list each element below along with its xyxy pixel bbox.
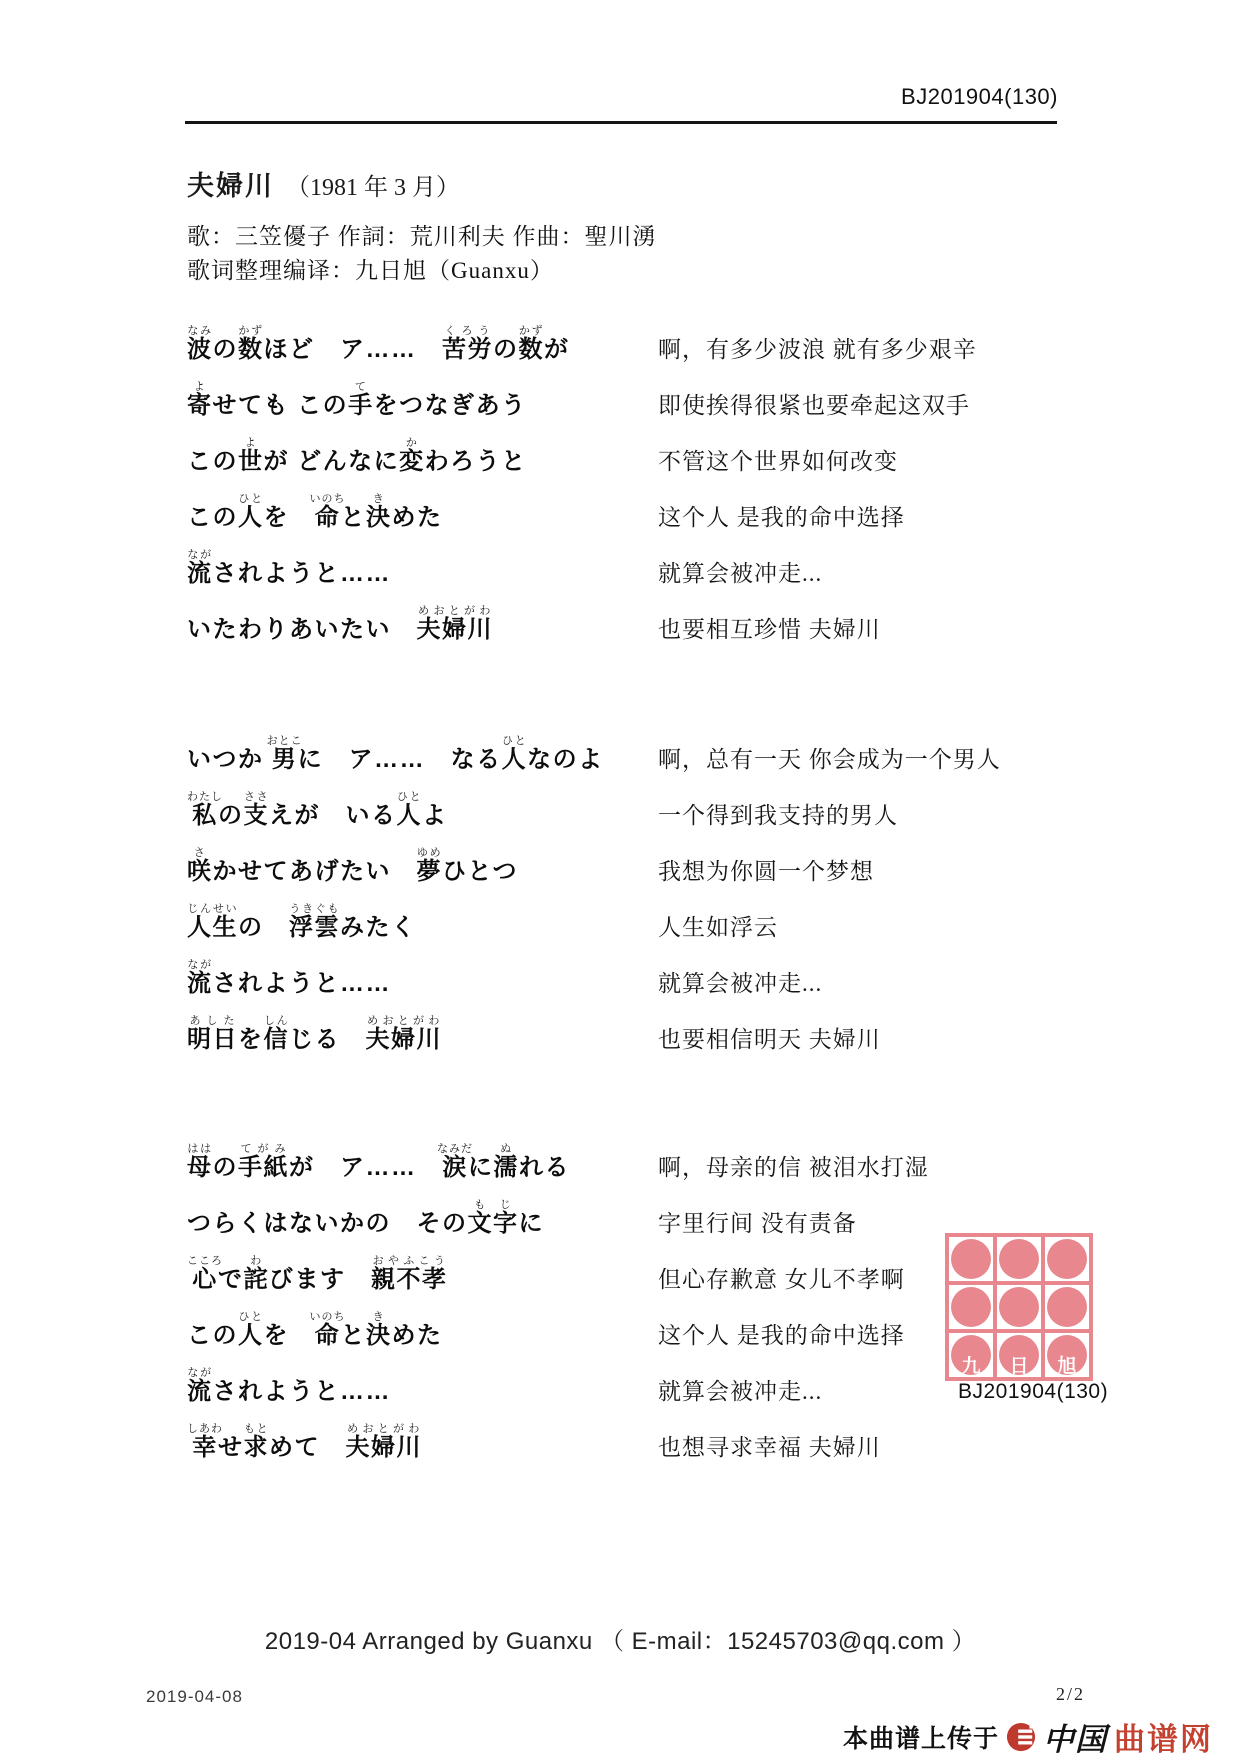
lyric-japanese — [187, 325, 658, 364]
furigana-ruby: 数かず — [518, 325, 544, 363]
lyric-line — [187, 420, 1197, 476]
lyric-line — [187, 532, 1197, 588]
furigana-ruby: 詫わ — [243, 1255, 269, 1293]
furigana-ruby: 流なが — [187, 959, 213, 997]
credits-performers: 歌：三笠優子 作詞：荒川利夫 作曲：聖川湧 — [187, 224, 657, 249]
lyric-text-segment: の — [212, 1154, 238, 1181]
lyric-chinese-translation: 啊，母亲的信 被泪水打湿 — [658, 1155, 929, 1180]
seal-cell — [997, 1237, 1041, 1281]
furigana-ruby: 母はは — [187, 1143, 213, 1181]
lyric-text-segment: れる — [519, 1154, 570, 1181]
lyric-text-segment: びます — [269, 1266, 371, 1293]
furigana-ruby: 波なみ — [187, 325, 213, 363]
lyric-text-segment: に ア…… — [297, 746, 451, 773]
furigana-ruby: 支ささ — [243, 791, 269, 829]
lyric-text-segment: の — [493, 336, 519, 363]
furigana-ruby: 人ひと — [238, 1311, 264, 1349]
furigana-ruby: 夫婦川めおとがわ — [365, 1015, 442, 1053]
furigana-ruby: 夫婦川めおとがわ — [416, 605, 493, 643]
stanza-1 — [187, 308, 1197, 644]
lyric-chinese-translation: 字里行间 没有责备 — [658, 1211, 857, 1236]
lyric-japanese — [187, 847, 658, 886]
lyric-text-segment: いたわりあいたい — [187, 616, 417, 643]
lyric-chinese-translation: 啊，总有一天 你会成为一个男人 — [658, 747, 1001, 772]
furigana-ruby: 数かず — [238, 325, 264, 363]
lyric-text-segment: の — [212, 336, 238, 363]
furigana-ruby: 人生じんせい — [187, 903, 238, 941]
lyric-chinese-translation: 就算会被冲走... — [658, 561, 823, 586]
lyric-japanese — [187, 493, 658, 532]
lyric-line — [187, 942, 1197, 998]
lyric-line — [187, 364, 1197, 420]
seal-dot — [951, 1239, 991, 1279]
seal-character: 日 — [1009, 1356, 1029, 1377]
lyric-line — [187, 588, 1197, 644]
lyric-text-segment: みたく — [340, 914, 417, 941]
lyric-japanese — [187, 1199, 658, 1238]
lyric-chinese-translation: 也要相互珍惜 夫婦川 — [658, 617, 881, 642]
furigana-ruby: 手て — [348, 381, 374, 419]
lyric-japanese — [187, 1367, 658, 1406]
arranged-by-line: 2019-04 Arranged by Guanxu （ E-mail：15245703@qq.com ） — [264, 1628, 977, 1655]
page-number: 2/2 — [1056, 1684, 1086, 1704]
lyric-text-segment: せても この — [212, 392, 349, 419]
lyric-text-segment: と — [340, 504, 366, 531]
credits-arranger: 歌词整理编译：九日旭（Guanxu） — [187, 258, 554, 283]
seal-cell — [997, 1285, 1041, 1329]
lyric-text-segment: せ — [218, 1434, 244, 1461]
lyric-text-segment: なる — [450, 746, 502, 773]
seal-character: 旭 — [1057, 1356, 1077, 1377]
furigana-ruby: 信しん — [263, 1015, 289, 1053]
seal-cell — [949, 1285, 993, 1329]
lyric-line — [187, 774, 1197, 830]
lyric-text-segment: と — [340, 1322, 366, 1349]
lyric-text-segment: この — [187, 448, 238, 475]
lyric-chinese-translation: 也想寻求幸福 夫婦川 — [658, 1435, 881, 1460]
lyric-text-segment: いつか — [187, 746, 272, 773]
furigana-ruby: 人ひと — [396, 791, 422, 829]
lyric-chinese-translation: 即使挨得很紧也要牵起这双手 — [658, 393, 970, 418]
furigana-ruby: 浮雲うきぐも — [289, 903, 340, 941]
seal-cell — [1045, 1237, 1089, 1281]
lyric-text-segment: を — [263, 504, 315, 531]
seal-character: 九 — [961, 1356, 981, 1377]
furigana-ruby: 決き — [366, 1311, 392, 1349]
furigana-ruby: 幸しあわ — [187, 1423, 223, 1461]
lyric-line — [187, 830, 1197, 886]
seal-dot — [1047, 1287, 1087, 1327]
lyric-text-segment: されようと…… — [212, 1378, 391, 1405]
lyric-line — [187, 718, 1197, 774]
lyric-japanese — [187, 1423, 658, 1462]
lyric-text-segment: ほど ア…… — [263, 336, 442, 363]
seal-cell — [949, 1333, 993, 1377]
furigana-ruby: 世よ — [238, 437, 264, 475]
lyric-line — [187, 1182, 1197, 1238]
lyric-line — [187, 308, 1197, 364]
seal-caption: BJ201904(130) — [958, 1380, 1109, 1403]
lyric-japanese — [187, 1311, 658, 1350]
lyric-text-segment: されようと…… — [212, 970, 391, 997]
lyric-japanese — [187, 1015, 658, 1054]
song-title — [187, 164, 460, 203]
lyric-text-segment: えが いる — [269, 802, 397, 829]
lyric-chinese-translation: 不管这个世界如何改变 — [658, 449, 898, 474]
furigana-ruby: 濡ぬ — [493, 1143, 519, 1181]
site-watermark — [843, 1714, 1213, 1755]
furigana-ruby: 夫婦川めおとがわ — [345, 1423, 422, 1461]
furigana-ruby: 流なが — [187, 549, 213, 587]
lyric-line — [187, 1406, 1197, 1462]
lyric-japanese — [187, 735, 658, 774]
lyric-chinese-translation: 这个人 是我的命中选择 — [658, 1323, 905, 1348]
lyric-text-segment: じる — [289, 1026, 366, 1053]
furigana-ruby: 涙なみだ — [437, 1143, 473, 1181]
document-id: BJ201904(130) — [901, 84, 1058, 109]
lyric-chinese-translation: 人生如浮云 — [658, 915, 778, 940]
lyric-chinese-translation: 就算会被冲走... — [658, 971, 823, 996]
furigana-ruby: 流なが — [187, 1367, 213, 1405]
furigana-ruby: 手紙てがみ — [238, 1143, 289, 1181]
lyric-chinese-translation: 这个人 是我的命中选择 — [658, 505, 905, 530]
lyric-japanese — [187, 959, 658, 998]
lyric-text-segment: が どんなに — [263, 448, 400, 475]
furigana-ruby: 咲さ — [187, 847, 213, 885]
seal-dot — [1047, 1239, 1087, 1279]
furigana-ruby: 命いのち — [309, 493, 346, 531]
site-name-red: 曲谱网 — [1114, 1722, 1213, 1755]
lyric-line — [187, 998, 1197, 1054]
song-title-date-note: （1981 年 3 月） — [286, 175, 460, 201]
site-name-black: 中国 — [1043, 1722, 1107, 1755]
lyric-japanese — [187, 549, 658, 588]
lyric-line — [187, 1126, 1197, 1182]
lyric-chinese-translation: 一个得到我支持的男人 — [658, 803, 898, 828]
furigana-ruby: 人ひと — [238, 493, 264, 531]
lyric-text-segment: この — [187, 1322, 238, 1349]
lyric-text-segment: の — [238, 914, 289, 941]
lyric-chinese-translation: 啊，有多少波浪 就有多少艰辛 — [658, 337, 977, 362]
lyric-japanese — [187, 437, 658, 476]
lyric-line — [187, 886, 1197, 942]
lyric-japanese — [187, 1255, 658, 1294]
arranger-seal-stamp — [945, 1233, 1093, 1381]
watermark-uploaded-text: 本曲谱上传于 — [842, 1724, 999, 1753]
lyric-text-segment: が — [544, 336, 570, 363]
seal-grid — [949, 1237, 1089, 1377]
lyric-text-segment: を — [238, 1026, 264, 1053]
lyric-text-segment: かせてあげたい — [212, 858, 417, 885]
qupu-site-logo-icon — [1006, 1722, 1036, 1752]
seal-cell — [1045, 1285, 1089, 1329]
seal-dot — [999, 1287, 1039, 1327]
lyric-japanese — [187, 791, 658, 830]
lyric-text-segment: に — [518, 1210, 544, 1237]
lyric-text-segment: めた — [391, 504, 443, 531]
lyric-text-segment: の — [218, 802, 244, 829]
furigana-ruby: 命いのち — [309, 1311, 346, 1349]
footer-date: 2019-04-08 — [146, 1687, 243, 1706]
lyric-chinese-translation: 我想为你圆一个梦想 — [658, 859, 874, 884]
seal-dot — [999, 1239, 1039, 1279]
lyric-text-segment: に — [468, 1154, 494, 1181]
furigana-ruby: 心こころ — [187, 1255, 223, 1293]
lyric-chinese-translation: 也要相信明天 夫婦川 — [658, 1027, 881, 1052]
furigana-ruby: 苦労くろう — [442, 325, 493, 363]
lyric-text-segment: ひとつ — [442, 858, 519, 885]
furigana-ruby: 私わたし — [187, 791, 223, 829]
furigana-ruby: 文字もじ — [467, 1199, 519, 1237]
lyric-japanese — [187, 903, 658, 942]
lyric-text-segment: を — [263, 1322, 315, 1349]
lyric-text-segment: めて — [269, 1434, 346, 1461]
furigana-ruby: 寄よ — [187, 381, 213, 419]
lyric-japanese — [187, 1143, 658, 1182]
header-divider — [185, 121, 1057, 124]
furigana-ruby: 人ひと — [501, 735, 528, 773]
lyric-text-segment: この — [187, 504, 238, 531]
seal-cell — [949, 1237, 993, 1281]
furigana-ruby: 夢ゆめ — [416, 847, 442, 885]
lyric-text-segment: つらくはないかの その — [187, 1210, 468, 1237]
lyric-text-segment: なのよ — [527, 746, 604, 773]
lyric-text-segment: をつなぎあう — [373, 392, 527, 419]
lyric-japanese — [187, 381, 658, 420]
furigana-ruby: 男おとこ — [266, 735, 303, 773]
lyric-text-segment: めた — [391, 1322, 443, 1349]
furigana-ruby: 明日あした — [187, 1015, 238, 1053]
lyric-text-segment: されようと…… — [212, 560, 391, 587]
furigana-ruby: 変か — [399, 437, 425, 475]
lyric-chinese-translation: 但心存歉意 女儿不孝啊 — [658, 1267, 905, 1292]
furigana-ruby: 親不孝おやふこう — [371, 1255, 448, 1293]
lyric-chinese-translation: 就算会被冲走... — [658, 1379, 823, 1404]
lyric-text-segment: で — [218, 1266, 244, 1293]
lyric-text-segment: わろうと — [424, 448, 527, 475]
seal-cell — [997, 1333, 1041, 1377]
lyric-japanese — [187, 605, 658, 644]
song-title-main: 夫婦川 — [187, 171, 274, 201]
lyric-text-segment: よ — [422, 802, 448, 829]
seal-cell — [1045, 1333, 1089, 1377]
lyric-text-segment: が ア…… — [289, 1154, 442, 1181]
seal-dot — [951, 1287, 991, 1327]
furigana-ruby: 求もと — [243, 1423, 269, 1461]
furigana-ruby: 決き — [366, 493, 392, 531]
lyric-line — [187, 476, 1197, 532]
stanza-2 — [187, 718, 1197, 1054]
